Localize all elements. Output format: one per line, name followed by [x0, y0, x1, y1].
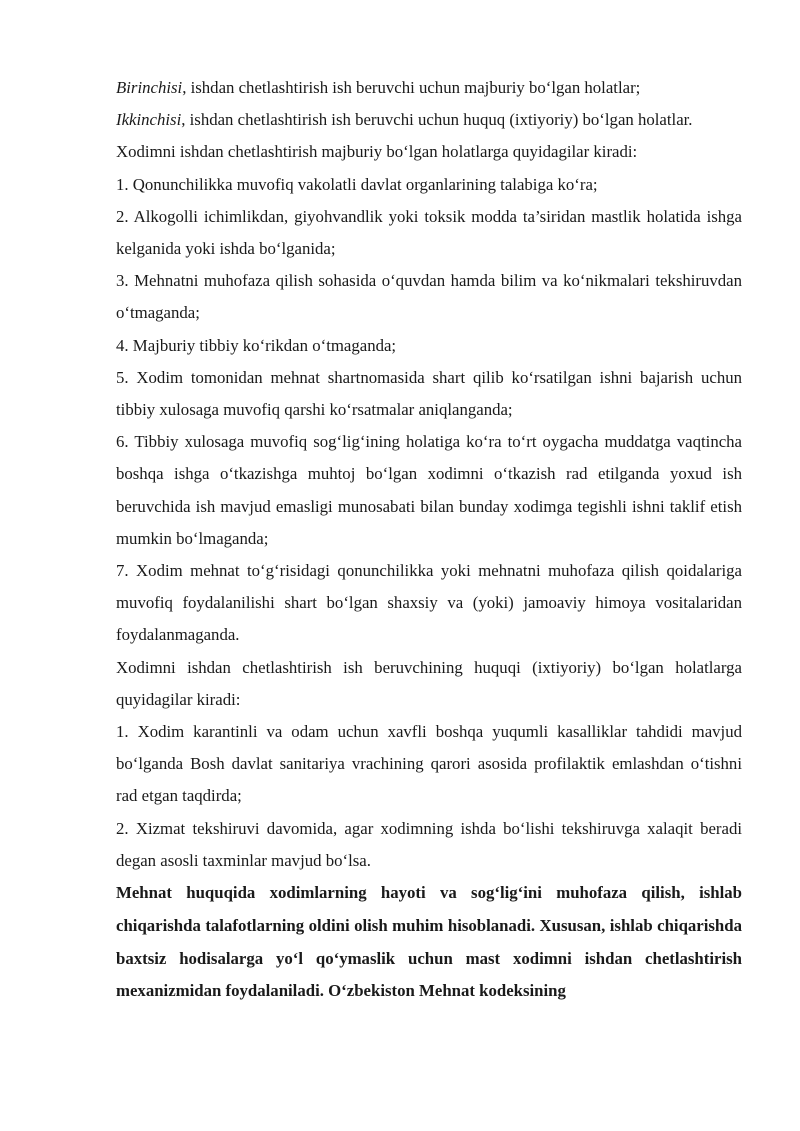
paragraph-optional-item-1: 1. Xodim karantinli va odam uchun xavfli boshqa yuqumli kasalliklar tahdidi mavjud bo‘lganda Bosh davlat sanitariya vrachining qarori asosida profilaktik emlashdan o‘tishni rad etgan taqdirda; [116, 722, 742, 806]
paragraph-mandatory-item-7: 7. Xodim mehnat to‘g‘risidagi qonunchilikka yoki mehnatni muhofaza qilish qoidalariga muvofiq foydalanilishi shart bo‘lgan shaxsiy va (yoki) jamoaviy himoya vositalaridan foydalanmaganda. [116, 561, 742, 645]
paragraph-optional-intro: Xodimni ishdan chetlashtirish ish beruvchining huquqi (ixtiyoriy) bo‘lgan holatlarga quyidagilar kiradi: [116, 657, 742, 709]
paragraph-optional-item-2: 2. Xizmat tekshiruvi davomida, agar xodimning ishda bo‘lishi tekshiruvga xalaqit beradi degan asosli taxminlar mavjud bo‘lsa. [116, 818, 742, 870]
paragraph-first-case [116, 72, 742, 104]
paragraph-second-case [116, 104, 742, 136]
paragraph-second-case-text: , ishdan chetlashtirish ish beruvchi uchun huquq (ixtiyoriy) bo‘lgan holatlar. [181, 110, 693, 130]
paragraph-mandatory-item-3: 3. Mehnatni muhofaza qilish sohasida o‘quvdan hamda bilim va ko‘nikmalari tekshiruvdan o‘tmaganda; [116, 271, 742, 323]
paragraph-bold-summary: Mehnat huquqida xodimlarning hayoti va sog‘lig‘ini muhofaza qilish, ishlab chiqarishda talafotlarning oldini olish muhim hisoblanadi. Xususan, ishlab chiqarishda baxtsiz hodisalarga yo‘l qo‘ymaslik uchun mast xodimni ishdan chetlashtirish mexanizmidan foydalaniladi. O‘zbekiston Mehnat kodeksining [116, 883, 742, 1001]
paragraph-mandatory-item-6: 6. Tibbiy xulosaga muvofiq sog‘lig‘ining holatiga ko‘ra to‘rt oygacha muddatga vaqtincha boshqa ishga o‘tkazishga muhtoj bo‘lgan xodimni o‘tkazish rad etilganda yoxud ish beruvchida ish mavjud emasligi munosabati bilan bunday xodimga tegishli ishni taklif etish mumkin bo‘lmaganda; [116, 432, 742, 548]
paragraph-mandatory-intro: Xodimni ishdan chetlashtirish majburiy bo‘lgan holatlarga quyidagilar kiradi: [116, 142, 638, 162]
document-page [116, 72, 742, 1008]
paragraph-mandatory-item-1: 1. Qonunchilikka muvofiq vakolatli davlat organlarining talabiga ko‘ra; [116, 174, 598, 194]
paragraph-mandatory-item-5: 5. Xodim tomonidan mehnat shartnomasida shart qilib ko‘rsatilgan ishni bajarish uchun tibbiy xulosaga muvofiq qarshi ko‘rsatmalar aniqlanganda; [116, 367, 742, 420]
paragraph-second-case-lead: Ikkinchisi [116, 110, 182, 130]
paragraph-mandatory-item-2: 2. Alkogolli ichimlikdan, giyohvandlik yoki toksik modda ta’siridan mastlik holatida ishga kelganida yoki ishda bo‘lganida; [116, 206, 742, 259]
paragraph-mandatory-item-4: 4. Majburiy tibbiy ko‘rikdan o‘tmaganda; [116, 335, 397, 355]
paragraph-first-case-lead: Birinchisi [116, 78, 183, 97]
paragraph-first-case-text: , ishdan chetlashtirish ish beruvchi uchun majburiy bo‘lgan holatlar; [182, 78, 641, 97]
